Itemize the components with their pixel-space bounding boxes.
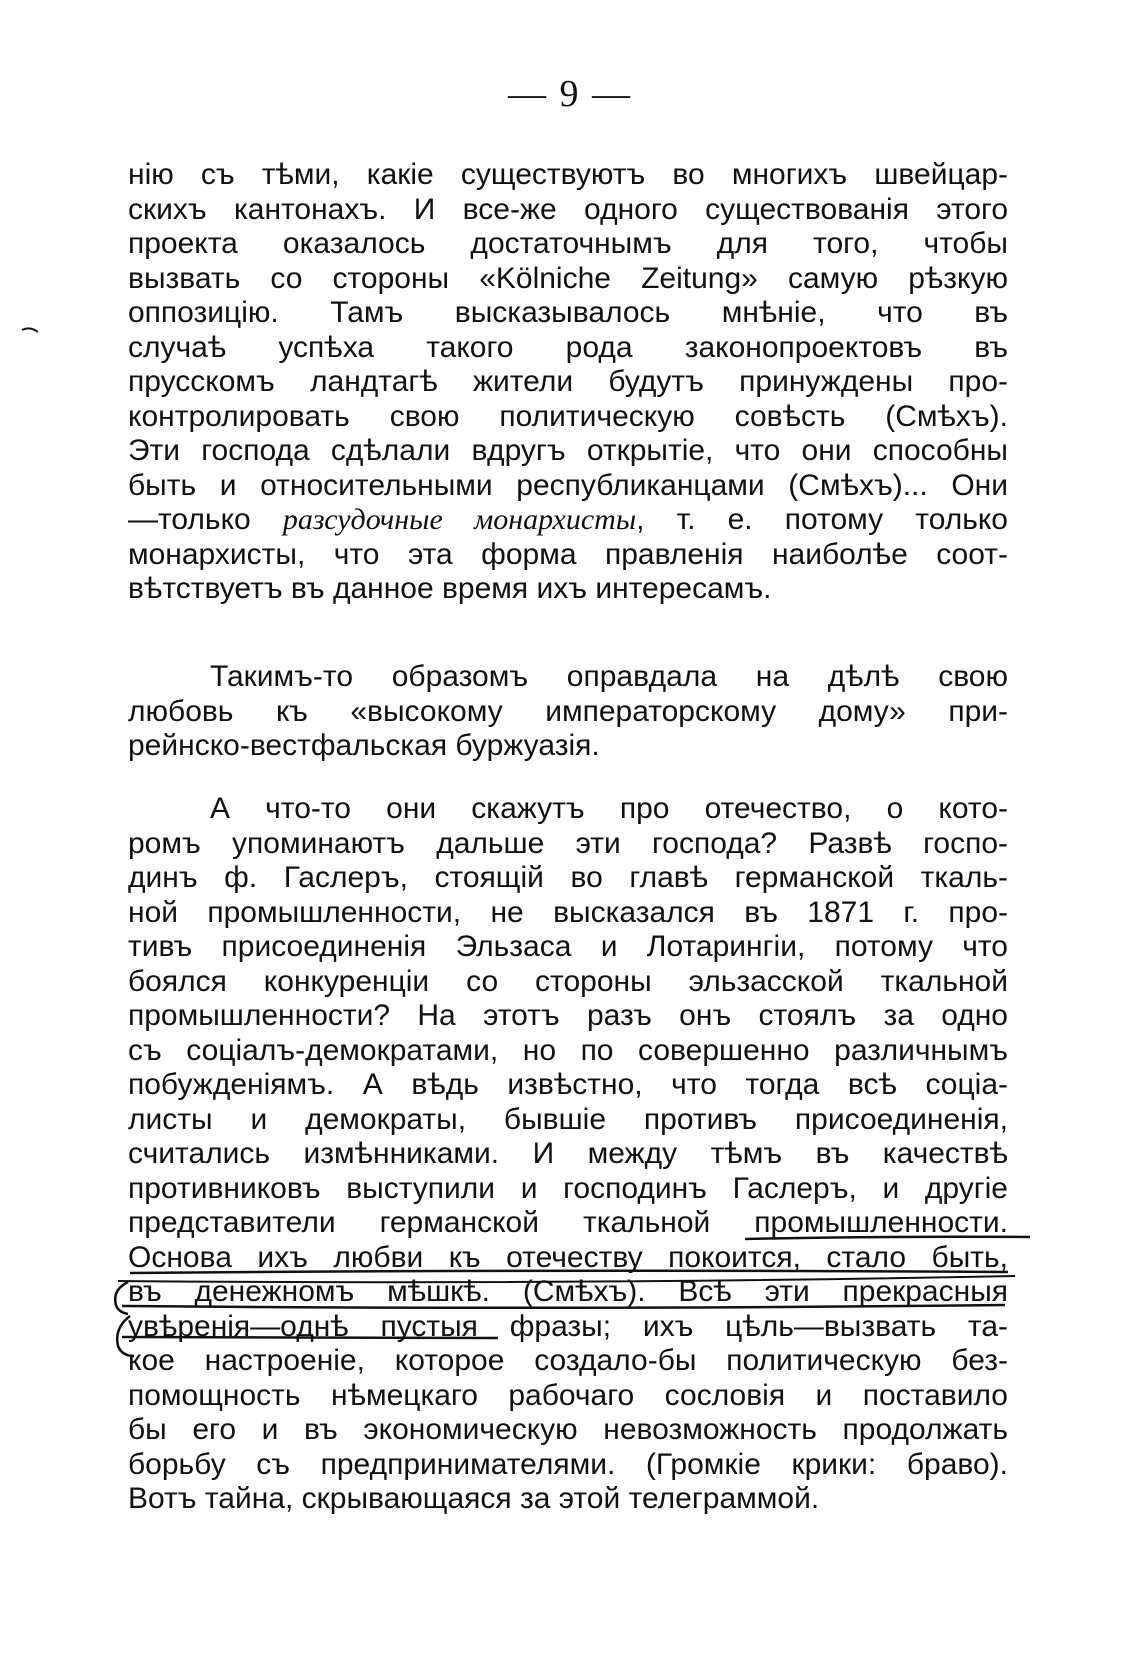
text-line: прусскомъ ландтагѣ жители будутъ принуждены про- (128, 365, 1008, 398)
text-line: представители германской ткальной промышленности. (128, 1206, 1008, 1239)
text-line: листы и демократы, бывшіе противъ присоединенія, (128, 1102, 1008, 1136)
text-line: любовь къ «высокому императорскому дому» при- (128, 694, 1008, 728)
italic-phrase: разсудочные монархисты (282, 503, 637, 536)
text-line: рейнско-вестфальская буржуазія. (128, 729, 600, 762)
text-line: съ соціалъ-демократами, но по совершенно различнымъ (128, 1033, 1008, 1067)
text-line: противниковъ выступили и господинъ Гаслеръ, и другіе (128, 1171, 1008, 1205)
text-line: случаѣ успѣха такого рода законопроектовъ въ (128, 330, 1008, 364)
paragraph-3 (128, 792, 1008, 1517)
text-line: вѣтствуетъ въ данное время ихъ интересамъ. (128, 572, 772, 605)
text-segment: , т. е. потому только (636, 503, 1008, 536)
text-line: Вотъ тайна, скрывающаяся за этой телеграммой. (128, 1482, 820, 1515)
text-line: тивъ присоединенія Эльзаса и Лотарингіи, потому что (128, 930, 1008, 963)
page-number: — 9 — (508, 73, 632, 115)
text-line: бы его и въ экономическую невозможность продолжать (128, 1413, 1008, 1446)
text-line: ромъ упоминаютъ дальше эти господа? Развѣ госпо- (128, 826, 1008, 860)
text-line: борьбу съ предпринимателями. (Громкіе крики: браво). (128, 1447, 1008, 1481)
text-line: быть и относительными республиканцами (Смѣхъ)... Они (128, 468, 1008, 502)
text-line: Такимъ-то образомъ оправдала на дѣлѣ свою (210, 660, 1008, 693)
text-line: промышленности? На этотъ разъ онъ стоялъ за одно (128, 999, 1008, 1032)
bracket-mark (115, 1282, 128, 1314)
text-line: оппозицію. Тамъ высказывалось мнѣніе, что въ (128, 296, 1008, 329)
text-line: А что-то они скажутъ про отечество, о кото- (210, 792, 1008, 825)
text-line: контролировать свою политическую совѣсть (Смѣхъ). (128, 399, 1008, 433)
text-line: вызвать со стороны «Kölniche Zeitung» самую рѣзкую (128, 261, 1008, 295)
text-line: скихъ кантонахъ. И все-же одного существованія этого (128, 192, 1008, 226)
text-line: увѣренія—однѣ пустыя фразы; ихъ цѣль—вызвать та- (128, 1309, 1008, 1343)
text-line-with-italic (128, 503, 1008, 538)
paragraph-1 (128, 158, 1008, 607)
margin-mark (22, 328, 38, 332)
text-line: помощность нѣмецкаго рабочаго сословія и поставило (128, 1378, 1008, 1412)
text-line: монархисты, что эта форма правленія наиболѣе соот- (128, 537, 1008, 571)
text-line: нію съ тѣми, какіе существуютъ во многихъ швейцар- (128, 158, 1008, 191)
text-line: динъ ф. Гаслеръ, стоящій во главѣ германской ткаль- (128, 861, 1008, 894)
text-line: побужденіямъ. А вѣдь извѣстно, что тогда всѣ соціа- (128, 1068, 1008, 1101)
text-line: ной промышленности, не высказался въ 1871 г. про- (128, 895, 1008, 929)
text-line: въ денежномъ мѣшкѣ. (Смѣхъ). Всѣ эти прекрасныя (128, 1275, 1008, 1308)
text-line: Эти господа сдѣлали вдругъ открытіе, что они способны (128, 434, 1008, 467)
text-line: проекта оказалось достаточнымъ для того, чтобы (128, 227, 1008, 260)
text-line: Основа ихъ любви къ отечеству покоится, стало быть, (128, 1240, 1008, 1274)
text-line: боялся конкуренціи со стороны эльзасской ткальной (128, 964, 1008, 998)
text-line: кое настроеніе, которое создало-бы политическую без- (128, 1344, 1008, 1377)
paragraph-2 (128, 660, 1008, 764)
text-segment: —только (128, 503, 283, 536)
text-line: считались измѣнниками. И между тѣмъ въ качествѣ (128, 1137, 1008, 1170)
